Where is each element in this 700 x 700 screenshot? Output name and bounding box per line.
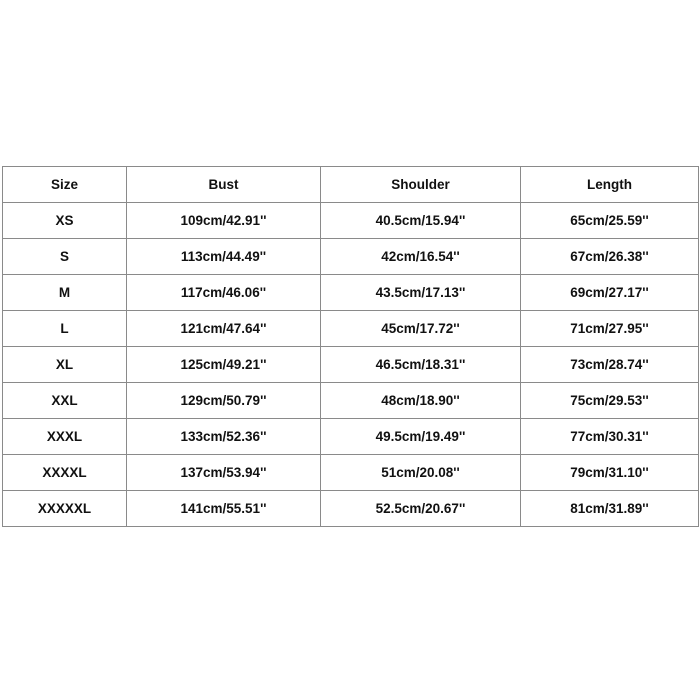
- cell-length: 73cm/28.74'': [521, 347, 699, 383]
- cell-size: XXXXXL: [3, 491, 127, 527]
- header-shoulder: Shoulder: [321, 167, 521, 203]
- cell-bust: 113cm/44.49'': [127, 239, 321, 275]
- cell-size: XS: [3, 203, 127, 239]
- table-header-row: [3, 167, 699, 203]
- cell-shoulder: 52.5cm/20.67'': [321, 491, 521, 527]
- cell-bust: 125cm/49.21'': [127, 347, 321, 383]
- header-size: Size: [3, 167, 127, 203]
- cell-size: L: [3, 311, 127, 347]
- header-length: Length: [521, 167, 699, 203]
- header-bust: Bust: [127, 167, 321, 203]
- table-row: [3, 419, 699, 455]
- cell-size: M: [3, 275, 127, 311]
- table-row: [3, 275, 699, 311]
- cell-size: XXXL: [3, 419, 127, 455]
- cell-shoulder: 43.5cm/17.13'': [321, 275, 521, 311]
- cell-shoulder: 48cm/18.90'': [321, 383, 521, 419]
- cell-bust: 133cm/52.36'': [127, 419, 321, 455]
- cell-bust: 121cm/47.64'': [127, 311, 321, 347]
- cell-length: 71cm/27.95'': [521, 311, 699, 347]
- cell-length: 77cm/30.31'': [521, 419, 699, 455]
- cell-shoulder: 46.5cm/18.31'': [321, 347, 521, 383]
- cell-bust: 117cm/46.06'': [127, 275, 321, 311]
- cell-length: 75cm/29.53'': [521, 383, 699, 419]
- cell-bust: 109cm/42.91'': [127, 203, 321, 239]
- cell-size: S: [3, 239, 127, 275]
- table-row: [3, 239, 699, 275]
- cell-bust: 137cm/53.94'': [127, 455, 321, 491]
- table-row: [3, 491, 699, 527]
- cell-bust: 141cm/55.51'': [127, 491, 321, 527]
- cell-shoulder: 51cm/20.08'': [321, 455, 521, 491]
- table-row: [3, 203, 699, 239]
- cell-length: 65cm/25.59'': [521, 203, 699, 239]
- cell-length: 79cm/31.10'': [521, 455, 699, 491]
- cell-shoulder: 42cm/16.54'': [321, 239, 521, 275]
- table-row: [3, 455, 699, 491]
- table-row: [3, 347, 699, 383]
- cell-size: XL: [3, 347, 127, 383]
- table-row: [3, 311, 699, 347]
- cell-bust: 129cm/50.79'': [127, 383, 321, 419]
- cell-size: XXL: [3, 383, 127, 419]
- cell-length: 67cm/26.38'': [521, 239, 699, 275]
- cell-shoulder: 40.5cm/15.94'': [321, 203, 521, 239]
- size-chart-table: [2, 166, 699, 527]
- cell-length: 69cm/27.17'': [521, 275, 699, 311]
- cell-shoulder: 49.5cm/19.49'': [321, 419, 521, 455]
- cell-shoulder: 45cm/17.72'': [321, 311, 521, 347]
- cell-length: 81cm/31.89'': [521, 491, 699, 527]
- cell-size: XXXXL: [3, 455, 127, 491]
- table-row: [3, 383, 699, 419]
